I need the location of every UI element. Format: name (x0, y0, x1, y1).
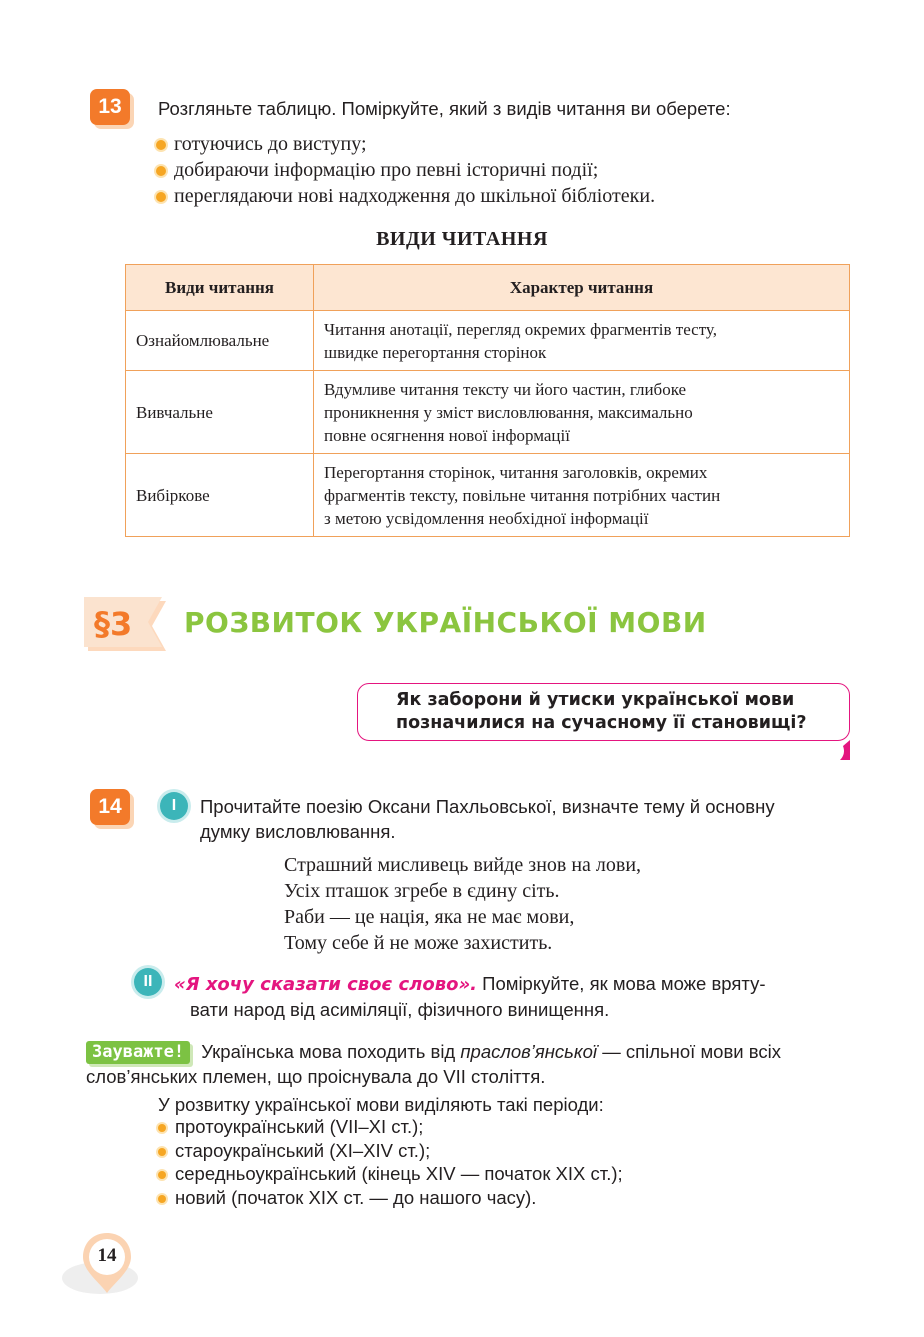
page-number: 14 (97, 1245, 117, 1266)
description-line: Вдумливе читання тексту чи його частин, глибоке (324, 379, 687, 399)
quote-text: «Я хочу сказати своє слово». (174, 974, 477, 995)
section-mark: §3 (94, 605, 133, 643)
poem-line: Страшний мисливець вийде знов на лови, (284, 854, 642, 876)
task-number-badge: 14 (90, 789, 130, 825)
page-number-marker (80, 1231, 134, 1285)
periods-list (157, 1115, 623, 1209)
list-item: новий (початок XIX ст. — до нашого часу). (157, 1186, 623, 1210)
table-header-cell: Характер читання (314, 265, 850, 311)
description-line: швидке перегортання сторінок (324, 342, 547, 362)
task14-part2-text (174, 971, 854, 1022)
poem-line: Усіх пташок згребе в єдину сіть. (284, 880, 560, 902)
text-line: думку висловлювання. (200, 821, 396, 842)
text-line: вати народ від асиміляції, фізичного винищення. (190, 999, 610, 1020)
italic-term: праслов’янської (460, 1041, 598, 1062)
part-one-badge: I (160, 792, 188, 820)
poem-line: Раби — це нація, яка не має мови, (284, 906, 575, 928)
description-line: повне осягнення нової інформації (324, 425, 570, 445)
question-line: Як заборони й утиски української мови (396, 690, 795, 710)
description-line: фрагментів тексту, повільне читання потрібних частин (324, 485, 721, 505)
table-header-cell: Види читання (126, 265, 314, 311)
text-fragment: Поміркуйте, як мова може вряту- (482, 973, 766, 994)
list-item: протоукраїнський (VII–XI ст.); (157, 1115, 623, 1139)
list-item: переглядаючи нові надходження до шкільної бібліотеки. (156, 183, 836, 209)
poem (284, 852, 641, 956)
question-line: позначилися на сучасному її становищі? (396, 713, 807, 733)
task13-intro: Розгляньте таблицю. Поміркуйте, який з видів читання ви оберете: (158, 98, 731, 119)
list-item: добираючи інформацію про певні історичні події; (156, 157, 836, 183)
description-line: з метою усвідомлення необхідної інформації (324, 508, 649, 528)
reading-types-table (125, 264, 850, 537)
description-line: Читання анотації, перегляд окремих фрагментів тесту, (324, 319, 717, 339)
text-line (86, 1039, 856, 1064)
text-line: Прочитайте поезію Оксани Пахльовської, визначте тему й основну (200, 796, 775, 817)
task-number-badge: 13 (90, 89, 130, 125)
periods-intro: У розвитку української мови виділяють такі періоди: (158, 1094, 604, 1115)
table-cell-description (314, 311, 850, 371)
table-header-row (126, 265, 850, 311)
text-fragment: — спільної мови всіх (597, 1041, 781, 1062)
text-line (174, 971, 854, 997)
task13-bullet-list (156, 131, 836, 209)
description-line: проникнення у зміст висловлювання, максимально (324, 402, 693, 422)
note-block (86, 1039, 856, 1089)
list-item: староукраїнський (XI–XIV ст.); (157, 1139, 623, 1163)
question-callout (357, 683, 850, 741)
table-title: ВИДИ ЧИТАННЯ (376, 228, 548, 250)
table-cell-kind: Вивчальне (126, 371, 314, 454)
callout-tail-icon (838, 740, 852, 762)
text-line: слов’янських племен, що проіснувала до VII століття. (86, 1066, 546, 1087)
list-item: готуючись до виступу; (156, 131, 836, 157)
poem-line: Тому себе й не може захистить. (284, 932, 553, 954)
table-cell-kind: Ознайомлювальне (126, 311, 314, 371)
description-line: Перегортання сторінок, читання заголовків, окремих (324, 462, 708, 482)
task14-part1-text (200, 794, 860, 844)
table-row (126, 454, 850, 537)
table-cell-kind: Вибіркове (126, 454, 314, 537)
section-title: РОЗВИТОК УКРАЇНСЬКОЇ МОВИ (184, 606, 707, 639)
section-badge (84, 597, 166, 655)
table-cell-description (314, 454, 850, 537)
table-row (126, 311, 850, 371)
part-two-badge: II (134, 968, 162, 996)
list-item: середньоукраїнський (кінець XIV — початок XIX ст.); (157, 1162, 623, 1186)
text-fragment: Українська мова походить від (201, 1041, 461, 1062)
table-row (126, 371, 850, 454)
note-badge: Зауважте! (86, 1041, 190, 1064)
table-cell-description (314, 371, 850, 454)
